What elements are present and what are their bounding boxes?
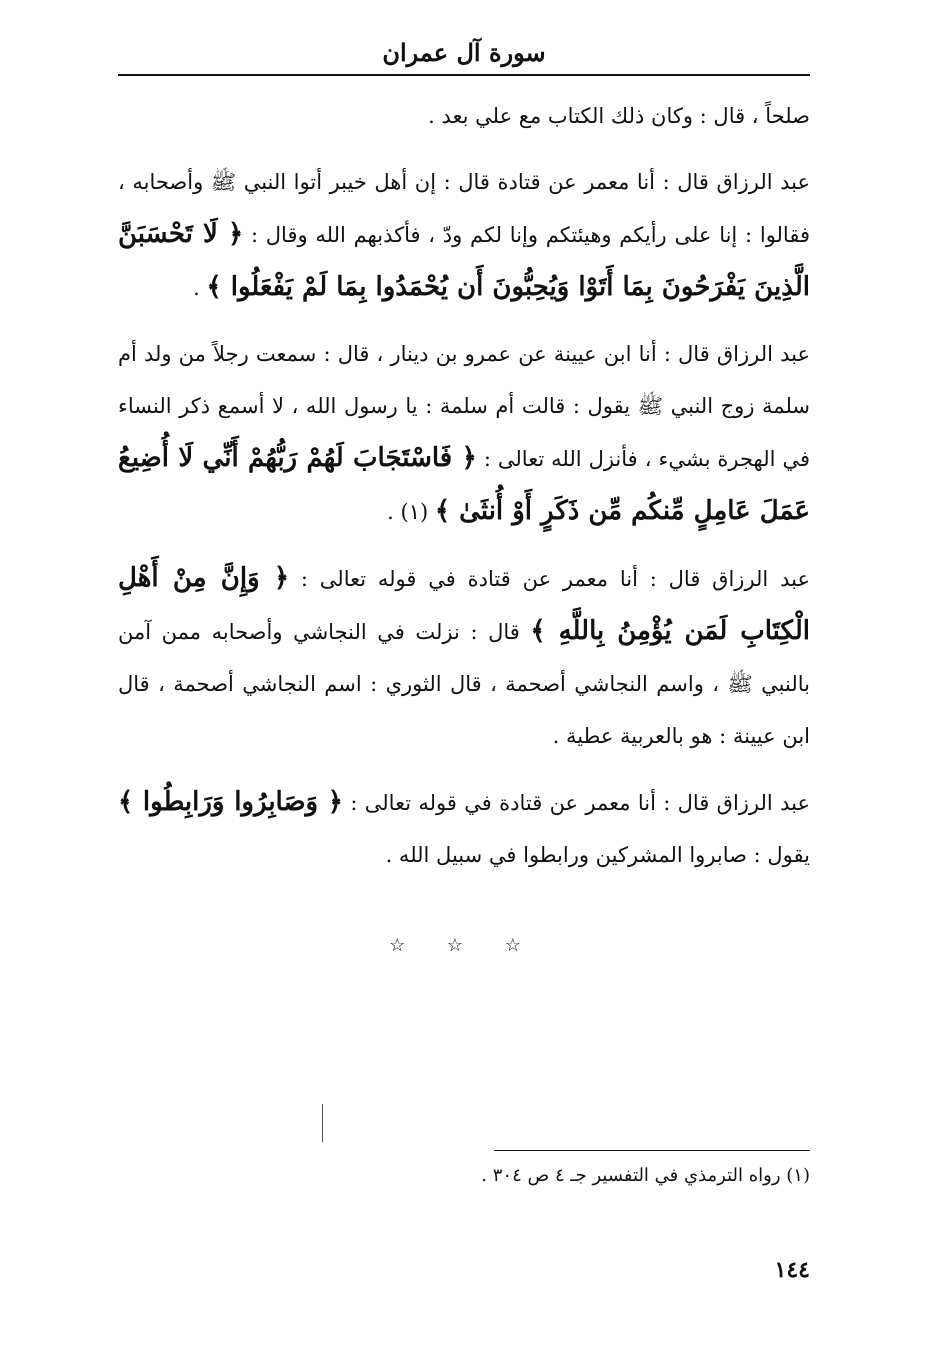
section-separator: ☆ ☆ ☆	[389, 935, 539, 956]
footnote-divider	[494, 1150, 810, 1151]
paragraph-3	[118, 328, 810, 538]
paragraph-2-after: .	[193, 276, 200, 300]
page-header	[118, 34, 810, 76]
paragraph-3-after: (١) .	[387, 500, 429, 524]
paragraph-4	[118, 552, 810, 762]
quran-verse-4: ﴿ وَصَابِرُوا وَرَابِطُوا ﴾	[118, 787, 344, 817]
paragraph-3-text: عبد الرزاق قال : أنا ابن عيينة عن عمرو بن دينار ، قال : سمعت رجلاً من ولد أم سلمة زوج النبي ﷺ يقول : قالت أم سلمة : يا رسول الله ، لا أسمع ذكر النساء في الهجرة بشيء ، فأنزل الله تعالى :	[118, 342, 810, 471]
paragraph-1	[118, 90, 810, 142]
paragraph-2	[118, 156, 810, 314]
page-number: ١٤٤	[774, 1257, 810, 1283]
paragraph-4-text: عبد الرزاق قال : أنا معمر عن قتادة في قوله تعالى :	[300, 567, 810, 591]
paragraph-5	[118, 776, 810, 881]
paragraph-2-text: عبد الرزاق قال : أنا معمر عن قتادة قال : إن أهل خيبر أتوا النبي ﷺ وأصحابه ، فقالوا : إنا على رأيكم وهيئتكم وإنا لكم ودّ ، فأكذبهم الله وقال :	[118, 170, 810, 247]
quran-verse-3: ﴿ وَإِنَّ مِنْ أَهْلِ الْكِتَابِ لَمَن يُؤْمِنُ بِاللَّهِ ﴾	[118, 563, 811, 646]
quran-verse-2: ﴿ فَاسْتَجَابَ لَهُمْ رَبُّهُمْ أَنِّي لَا أُضِيعُ عَمَلَ عَامِلٍ مِّنكُم مِّن ذَكَرٍ أَوْ أُنثَىٰ ﴾	[118, 443, 810, 526]
paragraph-5-text: عبد الرزاق قال : أنا معمر عن قتادة في قوله تعالى :	[350, 791, 810, 815]
surah-title: سورة آل عمران	[382, 38, 546, 67]
scan-mark	[322, 1104, 323, 1142]
paragraph-1-text: صلحاً ، قال : وكان ذلك الكتاب مع علي بعد .	[428, 104, 810, 128]
paragraph-4-after: قال : نزلت في النجاشي وأصحابه ممن آمن بالنبي ﷺ ، واسم النجاشي أصحمة ، قال الثوري : اسم النجاشي أصحمة ، قال ابن عيينة : هو بالعربية عطية .	[118, 620, 810, 748]
quran-verse-1: ﴿ لَا تَحْسَبَنَّ الَّذِينَ يَفْرَحُونَ بِمَا أَتَوْا وَيُحِبُّونَ أَن يُحْمَدُوا بِمَا لَمْ يَفْعَلُوا ﴾	[118, 219, 810, 302]
footnote: (١) رواه الترمذي في التفسير جـ ٤ ص ٣٠٤ .	[481, 1165, 810, 1186]
page-body	[118, 90, 810, 881]
paragraph-5-after: يقول : صابروا المشركين ورابطوا في سبيل الله .	[385, 843, 810, 867]
